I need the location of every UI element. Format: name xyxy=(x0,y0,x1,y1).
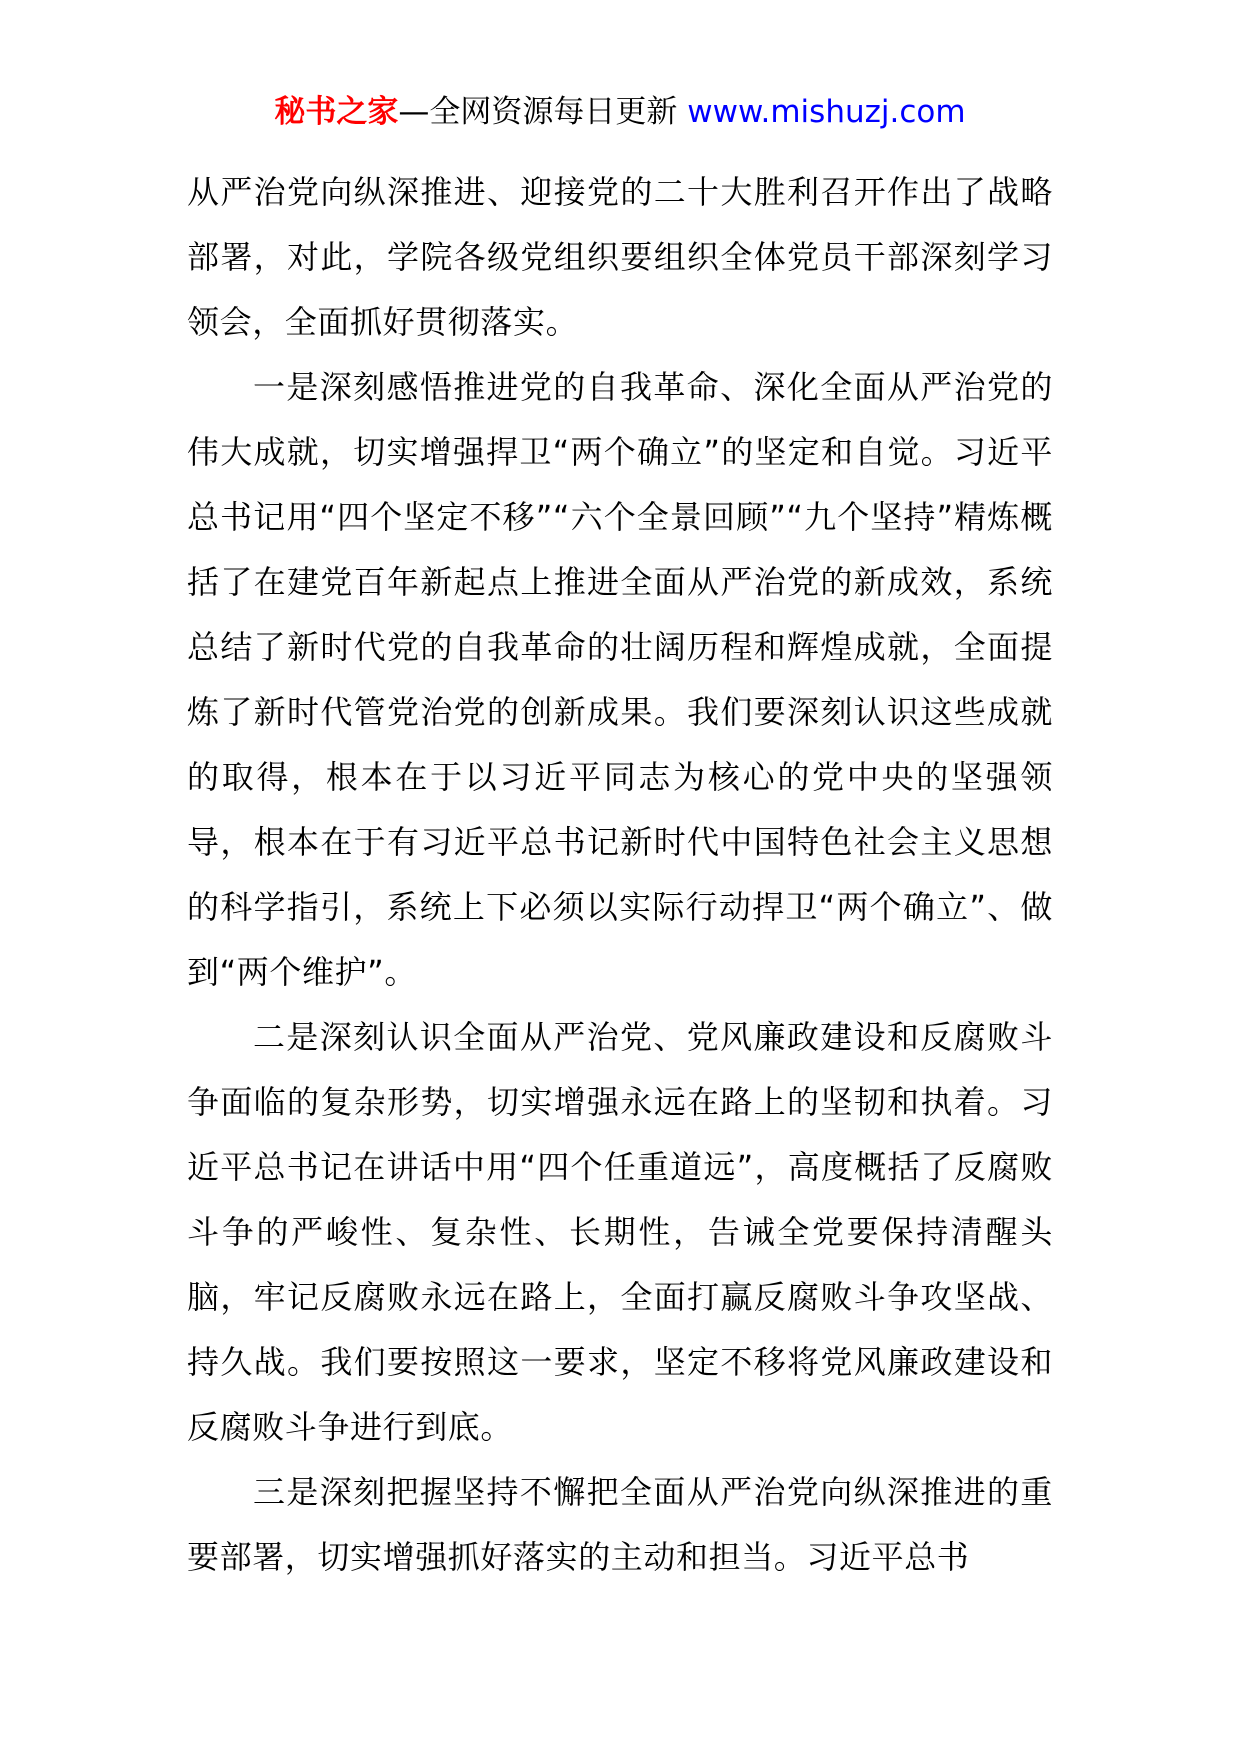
header-tagline: —全网资源每日更新 xyxy=(398,94,678,130)
paragraph-point-two: 二是深刻认识全面从严治党、党风廉政建设和反腐败斗争面临的复杂形势，切实增强永远在路上的坚韧和执着。习近平总书记在讲话中用“四个任重道远”，高度概括了反腐败斗争的严峻性、复杂性、长期性，告诫全党要保持清醒头脑，牢记反腐败永远在路上，全面打赢反腐败斗争攻坚战、持久战。我们要按照这一要求，坚定不移将党风廉政建设和反腐败斗争进行到底。 xyxy=(187,1018,1053,1446)
paragraph-point-one: 一是深刻感悟推进党的自我革命、深化全面从严治党的伟大成就，切实增强捍卫“两个确立”的坚定和自觉。习近平总书记用“四个坚定不移”“六个全景回顾”“九个坚持”精炼概括了在建党百年新起点上推进全面从严治党的新成效，系统总结了新时代党的自我革命的壮阔历程和辉煌成就，全面提炼了新时代管党治党的创新成果。我们要深刻认识这些成就的取得，根本在于以习近平同志为核心的党中央的坚强领导，根本在于有习近平总书记新时代中国特色社会主义思想的科学指引，系统上下必须以实际行动捍卫“两个确立”、做到“两个维护”。 xyxy=(187,368,1053,991)
paragraph-point-three: 三是深刻把握坚持不懈把全面从严治党向纵深推进的重要部署，切实增强抓好落实的主动和担当。习近平总书 xyxy=(187,1473,1053,1576)
paragraph-continued: 从严治党向纵深推进、迎接党的二十大胜利召开作出了战略部署，对此，学院各级党组织要组织全体党员干部深刻学习领会，全面抓好贯彻落实。 xyxy=(187,173,1053,341)
page-header xyxy=(0,92,1240,132)
site-url-link[interactable]: www.mishuzj.com xyxy=(687,94,966,130)
brand-name: 秘书之家 xyxy=(274,94,399,130)
document-body xyxy=(187,160,1053,1590)
